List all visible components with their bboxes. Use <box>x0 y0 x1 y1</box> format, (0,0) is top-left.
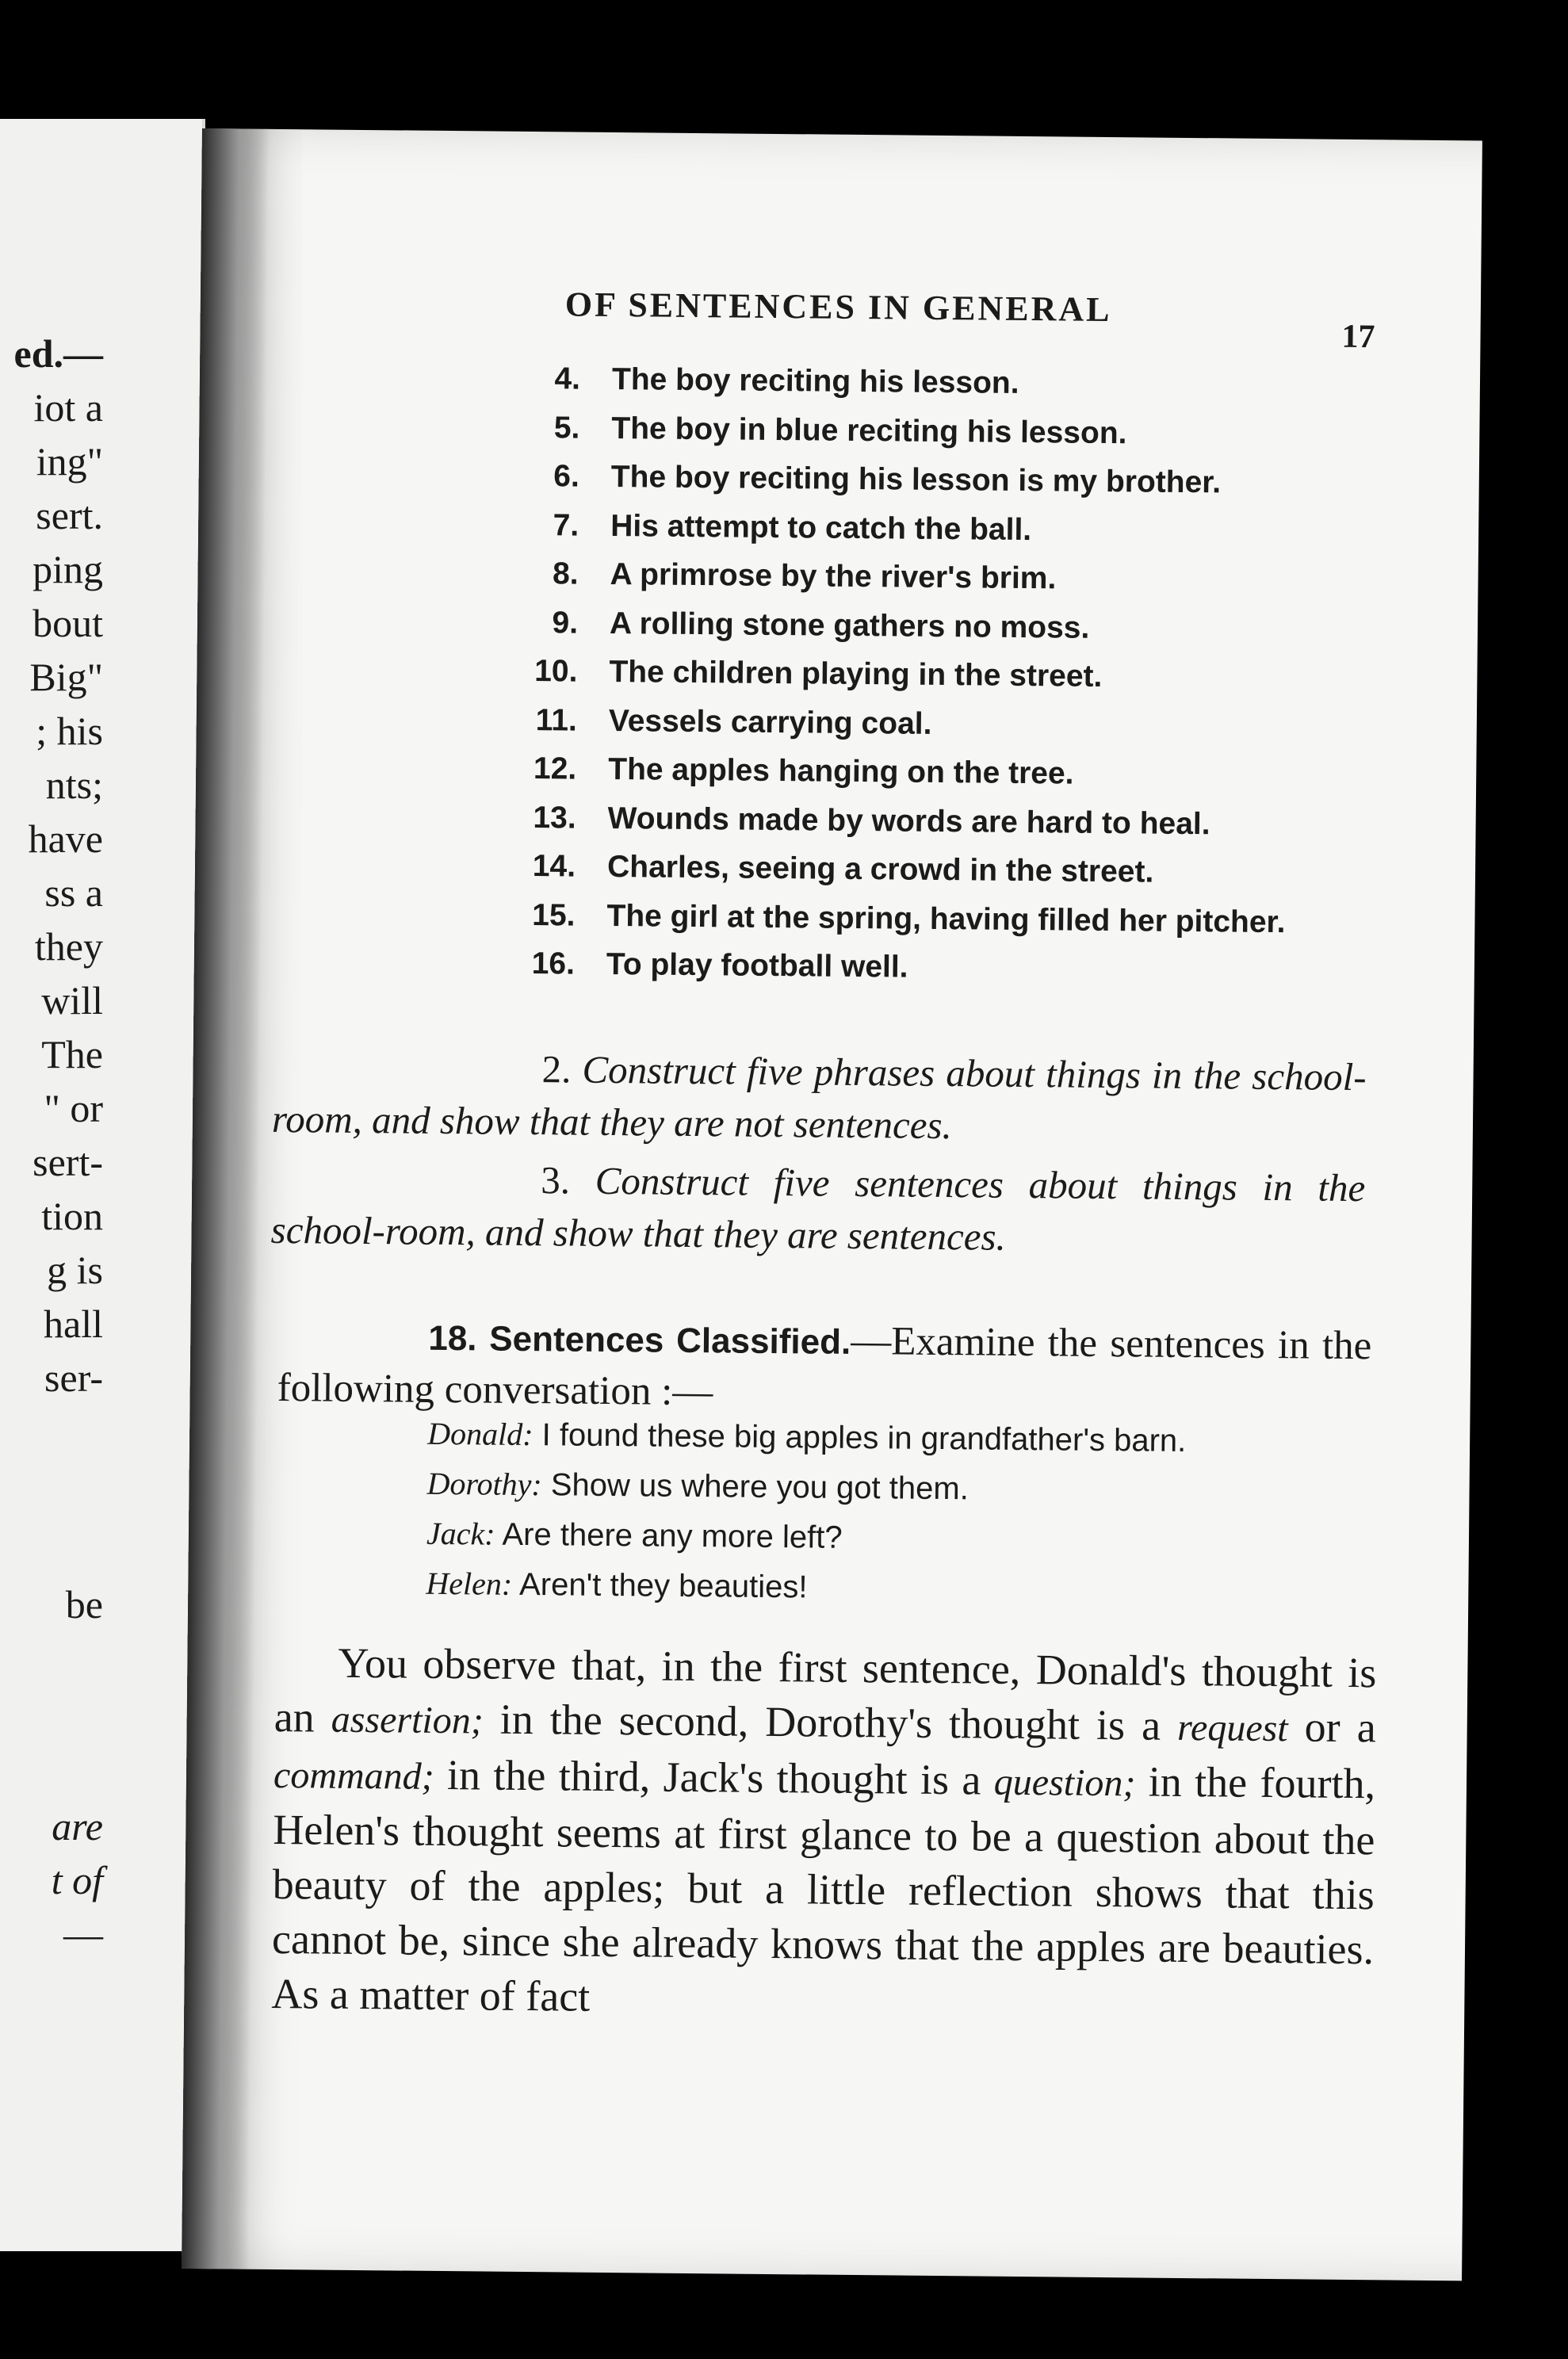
item-text: Vessels carrying coal. <box>608 703 932 741</box>
italic-term: assertion; <box>331 1698 484 1742</box>
item-number: 16. <box>531 946 576 981</box>
item-number: 5. <box>553 410 580 445</box>
left-page-line: — <box>63 1912 103 1956</box>
exercise-item-list <box>194 358 1390 1004</box>
left-page-line: sert. <box>36 493 103 537</box>
section-18 <box>277 1310 1371 1424</box>
italic-term: request <box>1176 1706 1288 1750</box>
left-page-line: will <box>41 978 103 1023</box>
exercise-2 <box>272 1041 1367 1156</box>
item-text: Wounds made by words are hard to heal. <box>607 801 1210 841</box>
left-page-line: g is <box>47 1248 103 1292</box>
speaker-name: Dorothy: <box>426 1465 542 1503</box>
left-page-line: sert- <box>33 1140 103 1184</box>
left-page-line: t of <box>51 1858 103 1902</box>
paragraph-text: You observe that, in the first sentence, Donald's thought is an <box>273 1638 1377 1742</box>
left-page-line: nts; <box>45 763 103 807</box>
item-number: 15. <box>532 897 576 933</box>
left-page-line: The <box>41 1032 103 1076</box>
left-page-line: ss a <box>44 870 103 915</box>
item-number: 13. <box>533 800 576 835</box>
exercise-number: 2. <box>541 1047 572 1092</box>
item-number: 9. <box>552 605 579 640</box>
left-page-line: ping <box>33 547 103 591</box>
item-text: The girl at the spring, having filled her pitcher. <box>606 898 1286 939</box>
dialogue-line <box>426 1465 1379 1524</box>
item-number: 12. <box>533 751 577 786</box>
italic-term: command; <box>273 1753 434 1798</box>
speaker-name: Jack: <box>426 1515 495 1552</box>
paragraph-text: in the fourth, Helen's thought seems at first glance to be a question about the beauty of the apples; but a little reflection shows that this cannot be, since she already knows that the apples are beauties. As a matter of fact <box>271 1757 1376 2021</box>
item-text: The boy reciting his lesson. <box>611 361 1019 400</box>
item-text: A rolling stone gathers no moss. <box>609 606 1090 645</box>
item-number: 8. <box>552 556 579 591</box>
paragraph-text: in the second, Dorothy's thought is a <box>483 1695 1178 1749</box>
left-page-line: have <box>28 816 103 861</box>
item-text: His attempt to catch the ball. <box>610 508 1032 547</box>
section-heading: 18. Sentences Classified. <box>428 1318 851 1362</box>
left-page-text-upper <box>0 327 103 1405</box>
dialogue-text: Aren't they beauties! <box>518 1566 808 1605</box>
left-page-line: ing" <box>36 439 103 484</box>
left-page-line: are <box>52 1804 103 1849</box>
dialogue-line <box>426 1565 1378 1624</box>
left-page-line: tion <box>41 1194 103 1238</box>
dialogue-text: Are there any more left? <box>502 1516 843 1555</box>
italic-term: question; <box>993 1761 1136 1805</box>
dialogue-line <box>427 1415 1379 1474</box>
left-page-fragment <box>0 119 205 2251</box>
item-text: To play football well. <box>606 946 908 985</box>
item-text: Charles, seeing a crowd in the street. <box>606 849 1154 889</box>
exercise-text: Construct five phrases about things in the school-room, and show that they are not sentences. <box>271 1047 1367 1148</box>
item-number: 4. <box>554 361 581 396</box>
left-page-line: bout <box>33 601 103 645</box>
page-number: 17 <box>1341 318 1375 356</box>
left-page-text-lower <box>0 1577 103 1631</box>
section-intro: —Examine the sentences in the following conversation :— <box>277 1318 1372 1415</box>
paragraph-text: in the third, Jack's thought is a <box>434 1750 995 1804</box>
item-number: 14. <box>532 849 576 884</box>
item-number: 11. <box>535 702 578 738</box>
dialogue-text: I found these big apples in grandfather's barn. <box>541 1417 1187 1459</box>
exercise-3 <box>270 1152 1365 1267</box>
item-text: A primrose by the river's brim. <box>610 556 1057 596</box>
right-page <box>182 128 1482 2281</box>
left-page-line: ed.— <box>13 331 103 376</box>
item-text: The boy reciting his lesson is my brother. <box>610 459 1222 500</box>
dialogue-line <box>426 1515 1379 1574</box>
item-number: 6. <box>553 459 580 494</box>
left-page-line: ; his <box>36 709 103 753</box>
item-number: 7. <box>553 507 579 543</box>
left-page-line: they <box>34 924 103 969</box>
dialogue-text: Show us where you got them. <box>550 1467 969 1507</box>
item-text: The children playing in the street. <box>609 654 1103 694</box>
item-text: The boy in blue reciting his lesson. <box>611 411 1127 450</box>
left-page-text-bottom <box>0 1799 103 1961</box>
left-page-line: iot a <box>33 385 103 430</box>
left-page-line: hall <box>44 1302 103 1346</box>
left-page-line: Big" <box>29 655 103 699</box>
paragraph-text: or a <box>1287 1703 1377 1752</box>
speaker-name: Helen: <box>426 1565 513 1602</box>
left-page-line: be <box>65 1582 103 1627</box>
item-text: The apples hanging on the tree. <box>608 751 1074 791</box>
left-page-line: " or <box>44 1086 103 1130</box>
item-number: 10. <box>534 654 578 689</box>
dialogue <box>426 1415 1379 1624</box>
exercise-text: Construct five sentences about things in the school-room, and show that they are sentences. <box>270 1158 1366 1259</box>
exercise-number: 3. <box>541 1158 571 1202</box>
speaker-name: Donald: <box>426 1415 534 1453</box>
list-item <box>194 943 1384 1004</box>
running-head: OF SENTENCES IN GENERAL <box>564 285 1112 330</box>
body-paragraph <box>271 1635 1377 2032</box>
left-page-line: ser- <box>44 1355 103 1400</box>
